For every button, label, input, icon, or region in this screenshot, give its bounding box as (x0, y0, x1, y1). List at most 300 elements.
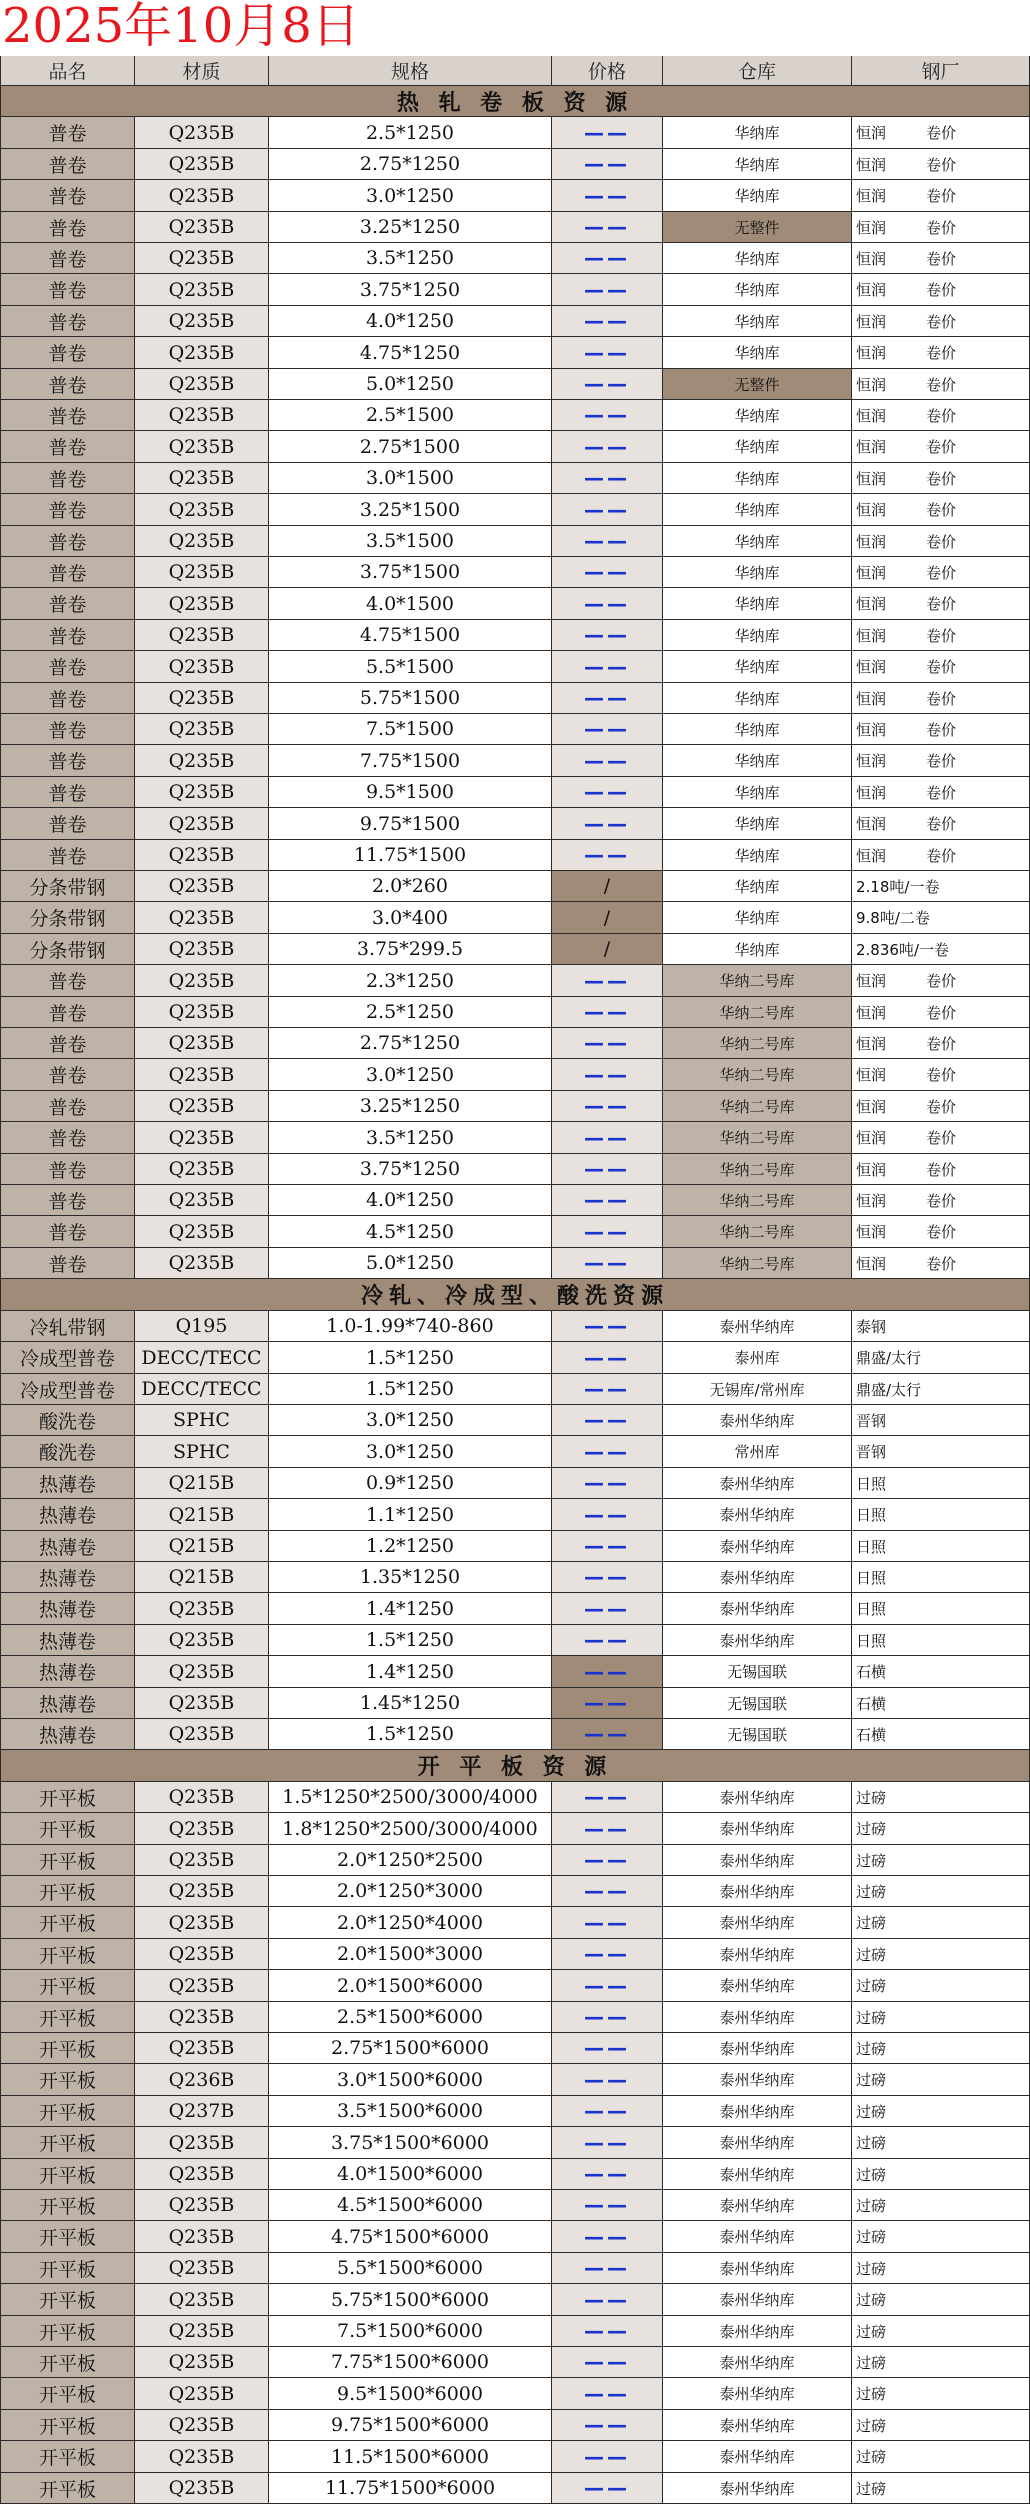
table-row (0, 2347, 1030, 2378)
spec-cell: 11.5*1500*6000 (269, 2441, 552, 2473)
material-cell: Q235B (135, 902, 269, 934)
mill-name: 恒润 (856, 155, 887, 174)
table-row (0, 2096, 1030, 2127)
price-cell (552, 117, 663, 149)
product-cell: 开平板 (0, 1907, 135, 1939)
mill-cell (852, 2284, 1030, 2316)
product-cell: 普卷 (0, 337, 135, 369)
price-cell (552, 2033, 663, 2064)
spec-cell: 1.1*1250 (269, 1499, 552, 1531)
product-cell: 开平板 (0, 2284, 135, 2316)
warehouse-cell: 无锡国联 (663, 1719, 852, 1750)
mill-cell (852, 1342, 1030, 1374)
price-value: —— (584, 654, 630, 679)
price-value: —— (584, 1062, 630, 1087)
mill-cell (852, 2473, 1030, 2504)
price-cell (552, 840, 663, 871)
warehouse-cell: 无锡库/常州库 (663, 1374, 852, 1405)
product-cell: 普卷 (0, 1185, 135, 1216)
mill-cell (852, 902, 1030, 934)
product-cell: 酸洗卷 (0, 1436, 135, 1468)
spec-cell: 4.0*1250 (269, 306, 552, 337)
table-row (0, 149, 1030, 180)
mill-cell (852, 1248, 1030, 1279)
price-cell (552, 2159, 663, 2190)
spec-cell: 1.45*1250 (269, 1688, 552, 1719)
mill-cell (852, 1876, 1030, 1907)
price-value: —— (584, 2256, 630, 2280)
product-cell: 普卷 (0, 149, 135, 180)
warehouse-cell: 华纳二号库 (663, 1059, 852, 1091)
product-cell: 普卷 (0, 651, 135, 683)
mill-cell (852, 1782, 1030, 1813)
table-row (0, 400, 1030, 431)
warehouse-cell: 华纳库 (663, 494, 852, 526)
table-row (0, 1813, 1030, 1845)
warehouse-cell: 泰州华纳库 (663, 1562, 852, 1593)
mill-name: 恒润 (856, 469, 887, 488)
product-cell: 热薄卷 (0, 1688, 135, 1719)
product-cell: 普卷 (0, 212, 135, 243)
mill-name: 晋钢 (856, 1411, 887, 1430)
mill-name: 过磅 (856, 1851, 887, 1870)
mill-name: 过磅 (856, 2291, 887, 2309)
price-basis: 卷价 (926, 406, 957, 425)
price-cell (552, 1248, 663, 1279)
mill-name: 恒润 (856, 124, 887, 142)
material-cell: Q235B (135, 620, 269, 651)
price-value: —— (584, 780, 630, 804)
warehouse-cell: 无整件 (663, 212, 852, 243)
price-cell (552, 745, 663, 777)
spec-cell: 2.0*1500*3000 (269, 1939, 552, 1970)
price-value: —— (584, 309, 630, 333)
table-row (0, 714, 1030, 745)
warehouse-cell: 泰州华纳库 (663, 2190, 852, 2221)
product-cell: 普卷 (0, 1248, 135, 1279)
table-row (0, 1216, 1030, 1248)
table-row (0, 1782, 1030, 1813)
table-row (0, 1154, 1030, 1185)
mill-name: 恒润 (856, 1003, 887, 1022)
product-cell: 热薄卷 (0, 1531, 135, 1562)
mill-cell (852, 306, 1030, 337)
price-basis: 卷价 (926, 1223, 957, 1241)
mill-cell (852, 683, 1030, 714)
table-row (0, 1939, 1030, 1970)
mill-name: 恒润 (856, 972, 887, 990)
price-basis: 卷价 (926, 1097, 957, 1116)
material-cell: Q235B (135, 777, 269, 808)
product-cell: 热薄卷 (0, 1562, 135, 1593)
table-row (0, 2221, 1030, 2253)
table-row (0, 1436, 1030, 1468)
table-row (0, 2473, 1030, 2504)
price-basis: 卷价 (926, 689, 957, 708)
material-cell: Q235B (135, 149, 269, 180)
material-cell: Q235B (135, 2002, 269, 2033)
product-cell: 热薄卷 (0, 1625, 135, 1656)
mill-name: 过磅 (856, 2416, 887, 2435)
material-cell: SPHC (135, 1405, 269, 1436)
material-cell: Q235B (135, 1845, 269, 1876)
page-title: 2025年10月8日 (2, 0, 360, 54)
warehouse-cell: 泰州华纳库 (663, 1593, 852, 1625)
warehouse-cell: 华纳库 (663, 588, 852, 620)
price-value: —— (584, 1094, 630, 1118)
material-cell: Q235B (135, 337, 269, 369)
price-value: —— (584, 2162, 630, 2186)
price-cell (552, 1499, 663, 1531)
price-cell (552, 149, 663, 180)
spec-cell: 3.5*1500*6000 (269, 2096, 552, 2127)
product-cell: 普卷 (0, 243, 135, 274)
material-cell: Q215B (135, 1562, 269, 1593)
price-cell (552, 620, 663, 651)
product-cell: 普卷 (0, 306, 135, 337)
price-cell (552, 337, 663, 369)
table-row (0, 2410, 1030, 2441)
mill-name: 过磅 (856, 1882, 887, 1901)
product-cell: 普卷 (0, 965, 135, 997)
price-cell (552, 683, 663, 714)
price-cell (552, 777, 663, 808)
price-value: —— (584, 2319, 630, 2343)
price-value: —— (584, 215, 630, 239)
mill-cell (852, 2410, 1030, 2441)
price-value: —— (584, 2036, 630, 2060)
mill-cell (852, 180, 1030, 212)
price-value: —— (584, 1471, 630, 1495)
table-row (0, 2033, 1030, 2064)
mill-cell (852, 369, 1030, 400)
price-cell (552, 1970, 663, 2002)
mill-cell (852, 463, 1030, 494)
spec-cell: 4.5*1500*6000 (269, 2190, 552, 2221)
product-cell: 普卷 (0, 463, 135, 494)
warehouse-cell: 泰州华纳库 (663, 2002, 852, 2033)
price-basis: 卷价 (926, 783, 957, 802)
product-cell: 普卷 (0, 274, 135, 306)
mill-name: 日照 (856, 1537, 887, 1556)
material-cell: Q235B (135, 745, 269, 777)
product-cell: 热薄卷 (0, 1593, 135, 1625)
spec-cell: 5.0*1250 (269, 369, 552, 400)
product-cell: 开平板 (0, 1845, 135, 1876)
price-cell (552, 1216, 663, 1248)
material-cell: Q235B (135, 243, 269, 274)
warehouse-cell: 华纳库 (663, 620, 852, 651)
mill-name: 恒润 (856, 595, 887, 613)
spec-cell: 2.5*1250 (269, 997, 552, 1028)
material-cell: Q235B (135, 274, 269, 306)
mill-name: 恒润 (856, 1254, 887, 1273)
warehouse-cell: 华纳库 (663, 808, 852, 840)
price-basis: 卷价 (926, 752, 957, 770)
warehouse-cell: 泰州华纳库 (663, 2347, 852, 2378)
material-cell: Q235B (135, 2159, 269, 2190)
material-cell: Q235B (135, 1593, 269, 1625)
material-cell: Q235B (135, 997, 269, 1028)
table-row (0, 1028, 1030, 1059)
table-row (0, 431, 1030, 463)
price-value: —— (584, 1879, 630, 1903)
spec-cell: 5.0*1250 (269, 1248, 552, 1279)
price-value: —— (584, 2381, 630, 2406)
spec-cell: 9.75*1500*6000 (269, 2410, 552, 2441)
price-cell (552, 1405, 663, 1436)
spec-cell: 7.75*1500*6000 (269, 2347, 552, 2378)
product-cell: 酸洗卷 (0, 1405, 135, 1436)
price-value: —— (584, 1377, 630, 1401)
material-cell: Q235B (135, 1970, 269, 2002)
spec-cell: 1.5*1250 (269, 1625, 552, 1656)
mill-cell (852, 1311, 1030, 1342)
spec-cell: 1.5*1250*2500/3000/4000 (269, 1782, 552, 1813)
material-cell: Q235B (135, 871, 269, 902)
material-cell: Q235B (135, 934, 269, 965)
mill-name: 过磅 (856, 1820, 887, 1838)
price-value: —— (584, 560, 630, 584)
price-basis: 卷价 (926, 1066, 957, 1084)
price-value: —— (584, 968, 630, 993)
table-row (0, 1468, 1030, 1499)
spec-cell: 4.75*1250 (269, 337, 552, 369)
price-value: —— (584, 1910, 630, 1935)
spec-cell: 3.5*1500 (269, 526, 552, 557)
material-cell: DECC/TECC (135, 1342, 269, 1374)
price-basis: 卷价 (926, 344, 957, 362)
mill-name: 过磅 (856, 1945, 887, 1964)
warehouse-cell: 泰州华纳库 (663, 2378, 852, 2410)
product-cell: 普卷 (0, 557, 135, 588)
price-value: —— (584, 2193, 630, 2217)
warehouse-cell: 华纳二号库 (663, 1154, 852, 1185)
price-cell (552, 1593, 663, 1625)
spec-cell: 2.0*260 (269, 871, 552, 902)
mill-name: 恒润 (856, 563, 887, 582)
spec-cell: 2.0*1250*3000 (269, 1876, 552, 1907)
warehouse-cell: 华纳库 (663, 871, 852, 902)
table-row (0, 2284, 1030, 2316)
price-cell (552, 997, 663, 1028)
spec-cell: 1.5*1250 (269, 1719, 552, 1750)
price-cell (552, 934, 663, 965)
spec-cell: 4.75*1500*6000 (269, 2221, 552, 2253)
warehouse-cell: 泰州华纳库 (663, 2033, 852, 2064)
spec-cell: 1.8*1250*2500/3000/4000 (269, 1813, 552, 1845)
mill-cell (852, 2441, 1030, 2473)
mill-name: 石横 (856, 1663, 887, 1681)
price-cell (552, 1782, 663, 1813)
material-cell: Q235B (135, 2410, 269, 2441)
warehouse-cell: 华纳库 (663, 651, 852, 683)
table-row (0, 1122, 1030, 1154)
price-value: —— (584, 183, 630, 208)
warehouse-cell: 无整件 (663, 369, 852, 400)
table-header-row (0, 56, 1030, 86)
material-cell: Q215B (135, 1531, 269, 1562)
price-value: —— (584, 2413, 630, 2437)
price-cell (552, 1374, 663, 1405)
mill-cell (852, 2316, 1030, 2347)
material-cell: Q235B (135, 1782, 269, 1813)
mill-cell (852, 1374, 1030, 1405)
mill-cell (852, 1688, 1030, 1719)
table-row (0, 1374, 1030, 1405)
mill-cell (852, 149, 1030, 180)
mill-cell (852, 2347, 1030, 2378)
table-row (0, 1656, 1030, 1688)
table-row (0, 526, 1030, 557)
table-row (0, 777, 1030, 808)
spec-cell: 1.0-1.99*740-860 (269, 1311, 552, 1342)
price-value: —— (584, 591, 630, 616)
table-row (0, 902, 1030, 934)
section-title: 冷轧、冷成型、酸洗资源 (0, 1279, 1030, 1311)
material-cell: Q235B (135, 714, 269, 745)
product-cell: 开平板 (0, 2002, 135, 2033)
material-cell: Q235B (135, 1656, 269, 1688)
price-cell (552, 1531, 663, 1562)
price-cell (552, 2253, 663, 2284)
product-cell: 热薄卷 (0, 1719, 135, 1750)
warehouse-cell: 华纳库 (663, 840, 852, 871)
mill-cell (852, 1656, 1030, 1688)
warehouse-cell: 泰州华纳库 (663, 2159, 852, 2190)
warehouse-cell: 华纳库 (663, 400, 852, 431)
price-value: —— (584, 1251, 630, 1275)
price-basis: 卷价 (926, 658, 957, 676)
mill-cell (852, 1531, 1030, 1562)
mill-name: 恒润 (856, 438, 887, 456)
header-warehouse: 仓库 (663, 56, 852, 86)
product-cell: 普卷 (0, 683, 135, 714)
warehouse-cell: 泰州华纳库 (663, 1845, 852, 1876)
product-cell: 开平板 (0, 2064, 135, 2096)
spec-cell: 3.75*1250 (269, 1154, 552, 1185)
table-row (0, 274, 1030, 306)
material-cell: Q235B (135, 1907, 269, 1939)
price-cell (552, 1028, 663, 1059)
product-cell: 普卷 (0, 180, 135, 212)
spec-cell: 2.5*1500 (269, 400, 552, 431)
spec-cell: 1.4*1250 (269, 1656, 552, 1688)
price-value: —— (584, 2224, 630, 2249)
warehouse-cell: 泰州华纳库 (663, 1970, 852, 2002)
price-cell (552, 1907, 663, 1939)
product-cell: 冷成型普卷 (0, 1342, 135, 1374)
price-value: —— (584, 686, 630, 710)
warehouse-cell: 华纳二号库 (663, 1028, 852, 1059)
product-cell: 普卷 (0, 997, 135, 1028)
material-cell: Q235B (135, 1876, 269, 1907)
spec-cell: 3.75*299.5 (269, 934, 552, 965)
spec-cell: 9.75*1500 (269, 808, 552, 840)
product-cell: 开平板 (0, 1782, 135, 1813)
mill-cell (852, 714, 1030, 745)
table-row (0, 337, 1030, 369)
product-cell: 开平板 (0, 2347, 135, 2378)
price-value: —— (584, 1565, 630, 1589)
warehouse-cell: 华纳库 (663, 117, 852, 149)
spec-cell: 9.5*1500*6000 (269, 2378, 552, 2410)
price-value: —— (584, 1816, 630, 1841)
warehouse-cell: 华纳库 (663, 902, 852, 934)
mill-name: 恒润 (856, 501, 887, 519)
material-cell: Q235B (135, 1248, 269, 1279)
table-row (0, 2316, 1030, 2347)
mill-cell (852, 620, 1030, 651)
header-material: 材质 (135, 56, 269, 86)
price-basis: 卷价 (926, 469, 957, 488)
material-cell: Q235B (135, 1939, 269, 1970)
price-basis: 卷价 (926, 1191, 957, 1210)
material-cell: Q235B (135, 1028, 269, 1059)
price-cell (552, 1876, 663, 1907)
price-basis: 卷价 (926, 1129, 957, 1147)
mill-name: 过磅 (856, 2039, 887, 2058)
mill-cell (852, 400, 1030, 431)
price-cell (552, 2096, 663, 2127)
mill-name: 泰钢 (856, 1317, 887, 1336)
price-cell (552, 274, 663, 306)
price-cell (552, 400, 663, 431)
price-value: —— (584, 1722, 630, 1746)
product-cell: 普卷 (0, 808, 135, 840)
product-cell: 普卷 (0, 431, 135, 463)
warehouse-cell: 泰州华纳库 (663, 2284, 852, 2316)
table-row (0, 2159, 1030, 2190)
mill-name: 恒润 (856, 1066, 887, 1084)
product-cell: 开平板 (0, 1939, 135, 1970)
price-basis: 卷价 (926, 187, 957, 205)
product-cell: 分条带钢 (0, 871, 135, 902)
price-basis: 卷价 (926, 563, 957, 582)
table-row (0, 2127, 1030, 2159)
product-cell: 热薄卷 (0, 1468, 135, 1499)
mill-name: 石横 (856, 1725, 887, 1744)
price-cell (552, 2002, 663, 2033)
table-row (0, 840, 1030, 871)
warehouse-cell: 华纳二号库 (663, 1185, 852, 1216)
material-cell: Q235B (135, 526, 269, 557)
spec-cell: 2.75*1500*6000 (269, 2033, 552, 2064)
price-cell (552, 369, 663, 400)
material-cell: Q235B (135, 2441, 269, 2473)
mill-cell (852, 1813, 1030, 1845)
warehouse-cell: 泰州华纳库 (663, 1499, 852, 1531)
section-title: 开 平 板 资 源 (0, 1750, 1030, 1782)
mill-cell (852, 2190, 1030, 2221)
header-mill: 钢厂 (852, 56, 1030, 86)
warehouse-cell: 华纳库 (663, 526, 852, 557)
warehouse-cell: 泰州华纳库 (663, 1311, 852, 1342)
warehouse-cell: 华纳二号库 (663, 1122, 852, 1154)
table-row (0, 557, 1030, 588)
price-basis: 卷价 (926, 249, 957, 268)
material-cell: Q235B (135, 2347, 269, 2378)
material-cell: Q235B (135, 306, 269, 337)
mill-name: 过磅 (856, 2479, 887, 2498)
warehouse-cell: 华纳库 (663, 149, 852, 180)
price-value: —— (584, 277, 630, 302)
mill-cell (852, 117, 1030, 149)
material-cell: Q235B (135, 2190, 269, 2221)
price-cell (552, 2473, 663, 2504)
table-row (0, 243, 1030, 274)
price-basis: 卷价 (926, 281, 957, 299)
